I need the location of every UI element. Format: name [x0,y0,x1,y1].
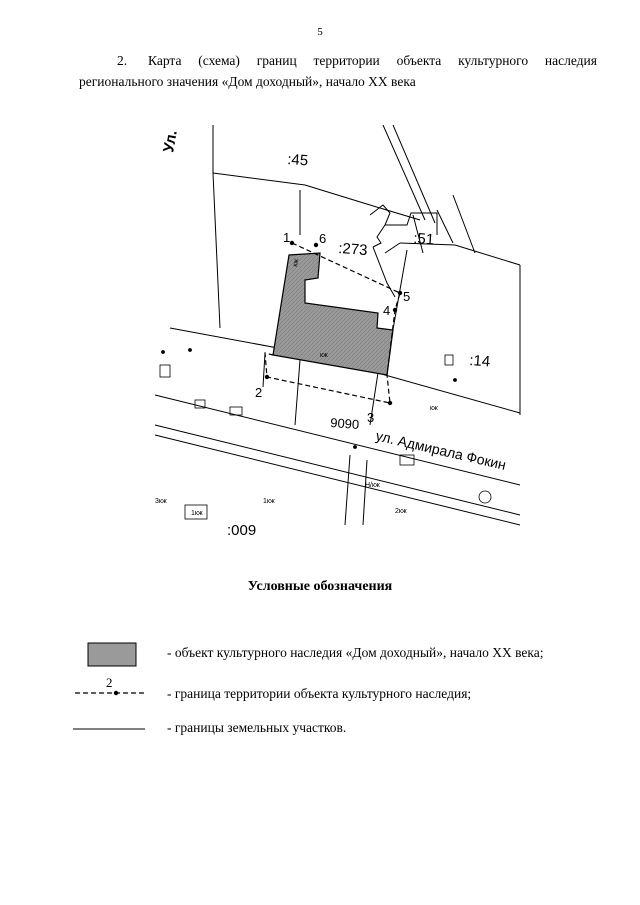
legend-symbol-solid-line [70,714,150,744]
heading-text: Карта (схема) границ территории объекта культурного наследия регионального значения «Дом доходный», начало XX века [79,53,597,89]
legend-title: Условные обозначения [247,579,393,594]
legend-boundary-label: 2 [106,675,113,690]
map-point-5: 5 [403,289,411,304]
legend-item-land-plots [70,714,610,744]
map-small-label: 2кж [395,508,407,515]
map-point-3: 3 [367,410,375,425]
map-small-label: кж [430,405,438,412]
page-number: 5 [317,26,323,38]
legend-symbol-dashed-line [70,676,150,706]
map-street-left: Ул. [160,128,181,154]
heading-number: 2. [117,53,128,68]
map-point-2: 2 [255,385,263,400]
map-small-label: кж [320,352,328,359]
legend-item-heritage-object [70,640,610,670]
legend-text-heritage-object: - объект культурного наследия «Дом доходный», начало XX века; [167,645,544,660]
legend-text-land-plots: - границы земельных участков. [167,720,347,735]
map-point-4: 4 [383,303,391,318]
map-partial-parcel: :009 [227,522,257,539]
map-street-bottom: ул. Адмирала Фокин [374,427,508,473]
map-symbols [160,349,491,520]
map-point-6: 6 [319,231,327,246]
heritage-object [273,253,393,375]
map-small-label: Н/кж [365,482,380,489]
legend-text-territory-boundary: - граница территории объекта культурного наследия; [167,686,472,701]
legend-symbol-hatched-rect [70,640,150,670]
map-small-label: 3кж [155,498,167,505]
map-parcel-45: :45 [286,151,309,170]
map-parcel-14: :14 [468,352,491,371]
map-parcel-9090: 9090 [329,415,360,433]
map-parcel-273: :273 [337,240,369,260]
map-point-1: 1 [283,230,291,245]
document-heading [79,50,597,92]
legend-item-territory-boundary [70,676,610,706]
map-drawing [155,125,525,539]
map-small-label: кж [292,258,301,268]
map-small-label: 1кж [191,510,203,517]
map-small-label: 1кж [263,498,275,505]
map-parcel-51: :51 [412,230,435,249]
boundary-map [155,125,525,539]
